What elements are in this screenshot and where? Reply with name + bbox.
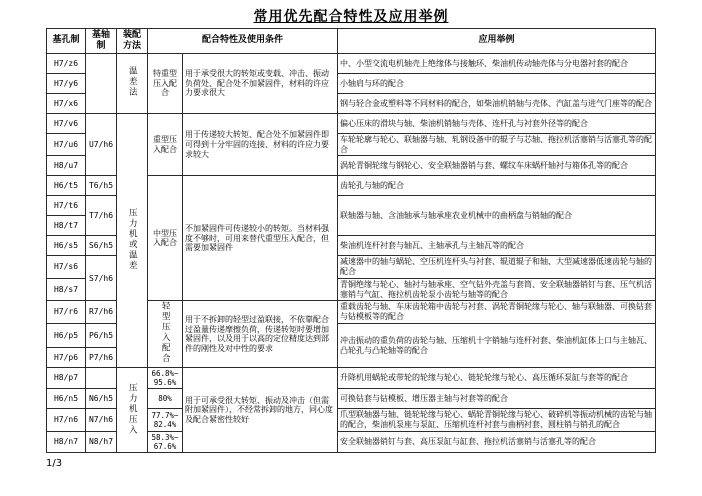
shaft-fit-cell: P6/h5 (86, 323, 117, 347)
shaft-fit-cell-empty (86, 53, 117, 113)
application-cell: 联轴器与轴、含油轴承与轴承座农业机械中的曲柄盘与销轴的配合 (338, 196, 656, 236)
shaft-fit-cell: U7/h6 (86, 113, 117, 176)
hole-fit-cell: H7/s6 (47, 256, 86, 279)
shaft-fit-cell: S6/h5 (86, 236, 117, 256)
hole-fit-cell: H7/n6 (47, 409, 86, 432)
shaft-fit-cell-empty (86, 368, 117, 389)
shaft-fit-cell: T6/h5 (86, 176, 117, 196)
table-row (47, 368, 656, 389)
hole-fit-cell: H8/t7 (47, 216, 86, 236)
assembly-method-cell (117, 53, 148, 113)
fit-type-cell: 特重型压入配合 (148, 53, 183, 113)
fit-description-cell: 用于传递较大转矩、配合处不加紧固件即可得到十分牢固的连接、材料的许应力要求较大 (183, 113, 338, 176)
application-cell: 涡轮青铜轮缘与钢轮心、安全联轴器销与套、螺纹车床蜗杆轴衬与箱体孔等的配合 (338, 156, 656, 176)
application-cell: 重载齿轮与轴、车床齿轮箱中齿轮与衬套、涡轮青铜轮缘与轮心、轴与联轴器、可换钻套与钻模板等的配合 (338, 301, 656, 324)
header-shaft-basis: 基轴制 (86, 29, 117, 54)
application-cell: 安全联轴器销钉与套、高压泵缸与缸套、拖拉机活塞销与活塞孔等的配合 (338, 431, 656, 452)
application-cell: 偏心压床的滑块与轴、柴油机销轴与壳体、连杆孔与衬套外径等的配合 (338, 113, 656, 133)
page-title: 常用优先配合特性及应用举例 (253, 9, 449, 25)
hole-fit-cell: H7/t6 (47, 196, 86, 216)
hole-fit-cell: H8/n7 (47, 431, 86, 452)
application-cell: 减速器中的轴与蜗轮、空压机连杆头与衬套、辊道辊子和轴、大型减速器低速齿轮与轴的配合 (338, 256, 656, 279)
method-label: 压力机压入 (127, 382, 138, 436)
assembly-method-cell (117, 368, 148, 453)
header-application: 应用举例 (338, 29, 656, 54)
table-row (47, 113, 656, 133)
application-cell: 柴油机连杆衬套与轴瓦、主轴承孔与主轴瓦等的配合 (338, 236, 656, 256)
percent-cell: 77.7%~82.4% (148, 409, 183, 432)
hole-fit-cell: H7/z6 (47, 53, 86, 73)
application-cell: 冲击振动的重负荷的齿轮与轴、压缩机十字销轴与连杆衬套、柴油机缸体上口与主轴瓦、凸轮孔与凸轮轴等的配合 (338, 323, 656, 367)
assembly-method-cell (117, 113, 148, 367)
fits-table (46, 28, 656, 453)
shaft-fit-cell: N6/h5 (86, 389, 117, 409)
hole-fit-cell: H6/s5 (47, 236, 86, 256)
percent-cell: 58.3%~67.6% (148, 431, 183, 452)
fit-type-label: 轻型压入配合 (160, 301, 171, 365)
hole-fit-cell: H7/y6 (47, 73, 86, 93)
percent-cell: 80% (148, 389, 183, 409)
hole-fit-cell: H6/p5 (47, 323, 86, 347)
hole-fit-cell: H7/r6 (47, 301, 86, 324)
hole-fit-cell: H7/u6 (47, 133, 86, 156)
method-label: 压力机或温差 (127, 207, 138, 271)
hole-fit-cell: H7/p6 (47, 348, 86, 368)
fit-type-cell (148, 301, 183, 368)
page-number: 1/3 (46, 458, 63, 469)
application-cell: 爪型联轴器与轴、链轮轮缘与轮心、蜗轮青铜轮缘与轮心、破碎机等振动机械的齿轮与轴的配合，柴油机泵座与泵缸、压缩机连杆衬套与曲柄衬套、圆柱销与销孔的配合 (338, 409, 656, 432)
header-fit-condition: 配合特性及使用条件 (148, 29, 338, 54)
fit-description-cell: 用于不拆卸的轻型过盈联接，不依靠配合过盈量传递摩擦负荷，传递转矩时要增加紧固件，以及用于以高的定位精度达到部件的刚性及对中性的要求 (183, 301, 338, 368)
header-assembly-method: 装配方法 (117, 29, 148, 54)
percent-cell: 66.8%~95.6% (148, 368, 183, 389)
hole-fit-cell: H8/u7 (47, 156, 86, 176)
application-cell: 升降机用蜗轮或带轮的轮缘与轮心、链轮轮缘与轮心、高压循环泵缸与套等的配合 (338, 368, 656, 389)
application-cell: 青铜绝缘与轮心、轴衬与轴承座、空气钻外壳盖与套筒、安全联轴器销钉与套、压气机活塞销与气缸、拖拉机齿轮泵小齿轮与轴等的配合 (338, 278, 656, 301)
fit-description-cell: 用于承受很大的转矩或变载、冲击、振动负荷处、配合处不加紧固件，材料的许应力要求很大 (183, 53, 338, 113)
fit-type-cell: 重型压入配合 (148, 113, 183, 176)
shaft-fit-cell: N8/h7 (86, 431, 117, 452)
application-cell: 可换钻套与钻模板、增压器主轴与衬套等的配合 (338, 389, 656, 409)
shaft-fit-cell: S7/h6 (86, 256, 117, 301)
shaft-fit-cell: T7/h6 (86, 196, 117, 236)
shaft-fit-cell: R7/h6 (86, 301, 117, 324)
application-cell: 车轮轮廓与轮心、联轴器与轴、轧钢设备中的辊子与芯轴、拖拉机活塞销与活塞孔等的配合 (338, 133, 656, 156)
shaft-fit-cell: P7/h6 (86, 348, 117, 368)
application-cell: 齿轮孔与轴的配合 (338, 176, 656, 196)
hole-fit-cell: H7/x6 (47, 93, 86, 113)
hole-fit-cell: H7/v6 (47, 113, 86, 133)
table-header-row (47, 29, 656, 54)
header-hole-basis: 基孔制 (47, 29, 86, 54)
application-cell: 钢与轻合金或塑料等不同材料的配合，如柴油机销轴与壳体、汽缸盖与进气门座等的配合 (338, 93, 656, 113)
hole-fit-cell: H6/n5 (47, 389, 86, 409)
hole-fit-cell: H8/s7 (47, 278, 86, 301)
method-label: 温差法 (127, 66, 138, 98)
fit-description-cell: 用于可承受很大转矩、振动及冲击（但需附加紧固件），不经常拆卸的地方，同心度及配合紧密性较好 (183, 368, 338, 453)
hole-fit-cell: H6/t5 (47, 176, 86, 196)
table-row (47, 53, 656, 73)
fit-type-cell: 中型压入配合 (148, 176, 183, 301)
shaft-fit-cell: N7/h6 (86, 409, 117, 432)
application-cell: 中、小型交流电机轴壳上绝缘体与接触环、柴油机传动轴壳体与分电器衬套的配合 (338, 53, 656, 73)
hole-fit-cell: H8/p7 (47, 368, 86, 389)
fit-description-cell: 不加紧固件可传递较小的转矩。当材料强度不够时，可用来替代重型压入配合，但需要加紧固件 (183, 176, 338, 301)
application-cell: 小轴肩与环的配合 (338, 73, 656, 93)
